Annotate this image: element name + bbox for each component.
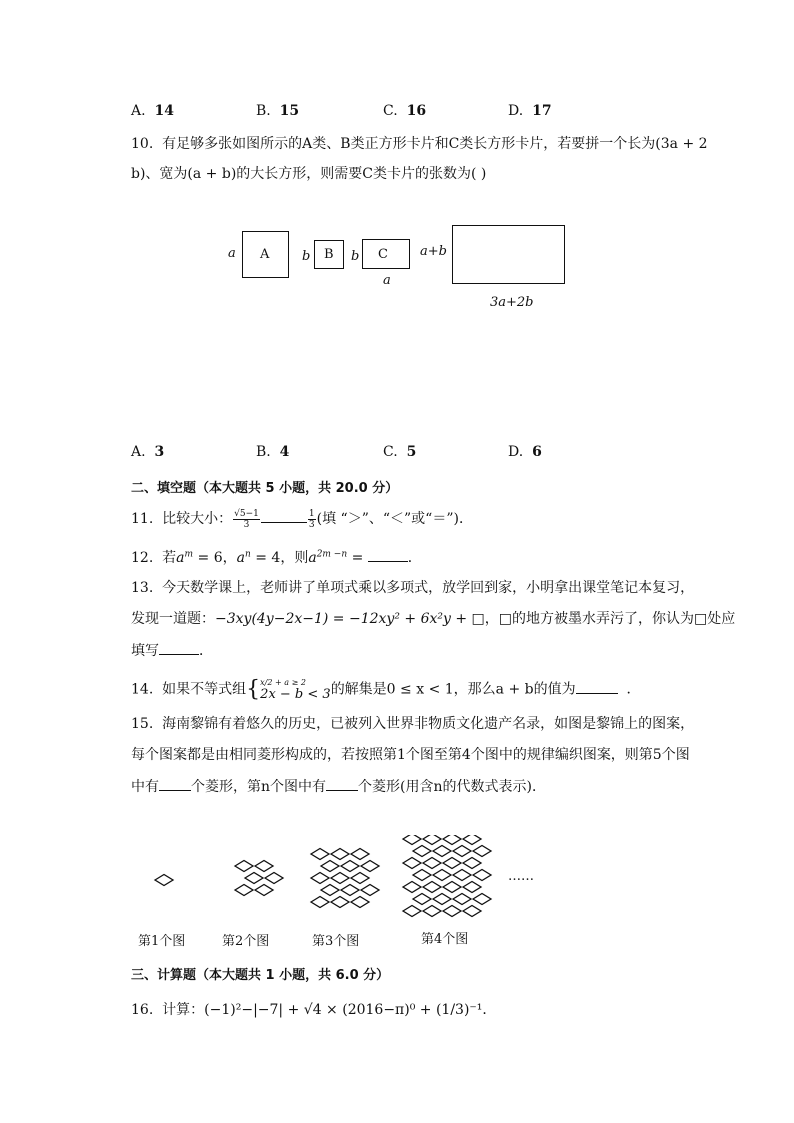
rhombus <box>403 835 421 845</box>
card-b-side-label: b <box>302 249 311 264</box>
rhombus <box>473 870 491 881</box>
rhombus <box>351 897 369 908</box>
rhombus <box>413 894 431 905</box>
rhombus <box>235 861 253 872</box>
rhombus <box>351 873 369 884</box>
q9-option-d: D. 17 <box>508 103 552 119</box>
q15-line3: 中有 个菱形，第n个图中有 个菱形(用含n的代数式表示)． <box>131 776 546 797</box>
rhombus <box>351 849 369 860</box>
q9-option-b: B. 15 <box>256 103 300 119</box>
rhombus <box>255 885 273 896</box>
rhombus <box>423 882 441 893</box>
q15-blank-1[interactable] <box>159 776 191 791</box>
card-b-label: B <box>324 247 334 262</box>
card-c-bottom-label: a <box>383 273 391 288</box>
rhombus <box>463 906 481 917</box>
q15-caption-1: 第1个图 <box>138 934 186 949</box>
rhombus <box>235 885 253 896</box>
rhombus <box>361 885 379 896</box>
q14-blank[interactable] <box>576 679 618 694</box>
rhombus <box>443 906 461 917</box>
rhombus <box>463 858 481 869</box>
q15-line2: 每个图案都是由相同菱形构成的，若按照第1个图至第4个图中的规律编织图案，则第5个图 <box>131 747 690 763</box>
q15-rhombus-figures <box>140 835 540 927</box>
q10-option-b: B. 4 <box>256 444 290 460</box>
rhombus <box>255 861 273 872</box>
q10-option-c: C. 5 <box>383 444 417 460</box>
q11-fraction-2: $\frac{1}{3}$ <box>308 508 315 530</box>
rhombus <box>453 870 471 881</box>
section-2-heading: 二、填空题（本大题共 5 小题，共 20.0 分） <box>131 481 399 496</box>
rhombus <box>331 849 349 860</box>
q11-blank[interactable] <box>261 508 307 523</box>
rhombus <box>443 882 461 893</box>
rhombus <box>433 894 451 905</box>
rhombus <box>311 897 329 908</box>
big-rectangle <box>452 225 565 284</box>
q11-fraction-1: $\frac{√5-1}{3}$ <box>234 508 259 530</box>
rhombus <box>423 858 441 869</box>
q12-blank[interactable] <box>368 547 408 562</box>
rhombus <box>331 873 349 884</box>
q15-ellipsis: …… <box>508 869 534 884</box>
rhombus <box>155 875 173 886</box>
rhombus <box>443 858 461 869</box>
rhombus <box>453 894 471 905</box>
q13-line3: 填写 ． <box>131 640 213 661</box>
big-rect-bottom-label: 3a+2b <box>490 295 534 310</box>
rhombus <box>341 861 359 872</box>
rhombus <box>443 835 461 845</box>
rhombus <box>423 906 441 917</box>
rhombus <box>433 846 451 857</box>
rhombus <box>341 885 359 896</box>
rhombus <box>311 849 329 860</box>
q14: 14. 如果不等式组{ x/2 + a ≥ 2 2x − b < 3 的解集是0 ≤ x < 1，那么a + b的值为 ． <box>131 676 641 702</box>
q11: 11. 比较大小： $\frac{√5-1}{3}$ $\frac{1}{3}$ (填 “＞”、“＜”或“＝”)． <box>131 508 473 530</box>
q9-option-c: C. 16 <box>383 103 427 119</box>
rhombus <box>403 906 421 917</box>
card-a-side-label: a <box>228 246 236 261</box>
rhombus <box>245 873 263 884</box>
q13-line2: 发现一道题：−3xy(4y−2x−1) = −12xy² + 6x²y + □，□的地方被墨水弄污了，你认为□处应 <box>131 611 736 627</box>
q9-option-a: A. 14 <box>131 103 174 119</box>
q16: 16. 计算：(−1)²−|−7| + √4 × (2016−π)⁰ + (1/3)⁻¹． <box>131 1002 497 1018</box>
q10-line1: 10. 有足够多张如图所示的A类、B类正方形卡片和C类长方形卡片，若要拼一个长为(3a + 2 <box>131 136 708 152</box>
rhombus <box>433 870 451 881</box>
rhombus <box>331 897 349 908</box>
q13-blank[interactable] <box>159 640 199 655</box>
rhombus <box>311 873 329 884</box>
q15-caption-2: 第2个图 <box>222 934 270 949</box>
q13-line1: 13. 今天数学课上，老师讲了单项式乘以多项式，放学回到家，小明拿出课堂笔记本复习， <box>131 580 695 596</box>
section-3-heading: 三、计算题（本大题共 1 小题，共 6.0 分） <box>131 968 390 983</box>
q10-line2: b)、宽为(a + b)的大长方形，则需要C类卡片的张数为( ) <box>131 166 487 182</box>
rhombus <box>265 873 283 884</box>
rhombus <box>453 846 471 857</box>
q15-line1: 15. 海南黎锦有着悠久的历史，已被列入世界非物质文化遗产名录，如图是黎锦上的图案， <box>131 716 695 732</box>
q12: 12. 若$a^m = 6$，$a^n = 4$，则$a^{2m -n}$ = ． <box>131 547 422 568</box>
q15-blank-2[interactable] <box>326 776 358 791</box>
q10-option-d: D. 6 <box>508 444 542 460</box>
rhombus <box>403 882 421 893</box>
card-a-label: A <box>260 247 270 262</box>
q15-caption-3: 第3个图 <box>312 934 360 949</box>
card-c-side-label: b <box>351 249 360 264</box>
big-rect-side-label: a+b <box>420 244 447 259</box>
rhombus <box>473 846 491 857</box>
rhombus <box>321 861 339 872</box>
q10-option-a: A. 3 <box>131 444 165 460</box>
rhombus <box>463 835 481 845</box>
rhombus <box>413 846 431 857</box>
rhombus <box>361 861 379 872</box>
q15-caption-4: 第4个图 <box>421 932 469 947</box>
rhombus <box>423 835 441 845</box>
rhombus <box>463 882 481 893</box>
rhombus <box>403 858 421 869</box>
rhombus <box>473 894 491 905</box>
rhombus <box>413 870 431 881</box>
rhombus <box>321 885 339 896</box>
card-c-label: C <box>378 247 388 262</box>
